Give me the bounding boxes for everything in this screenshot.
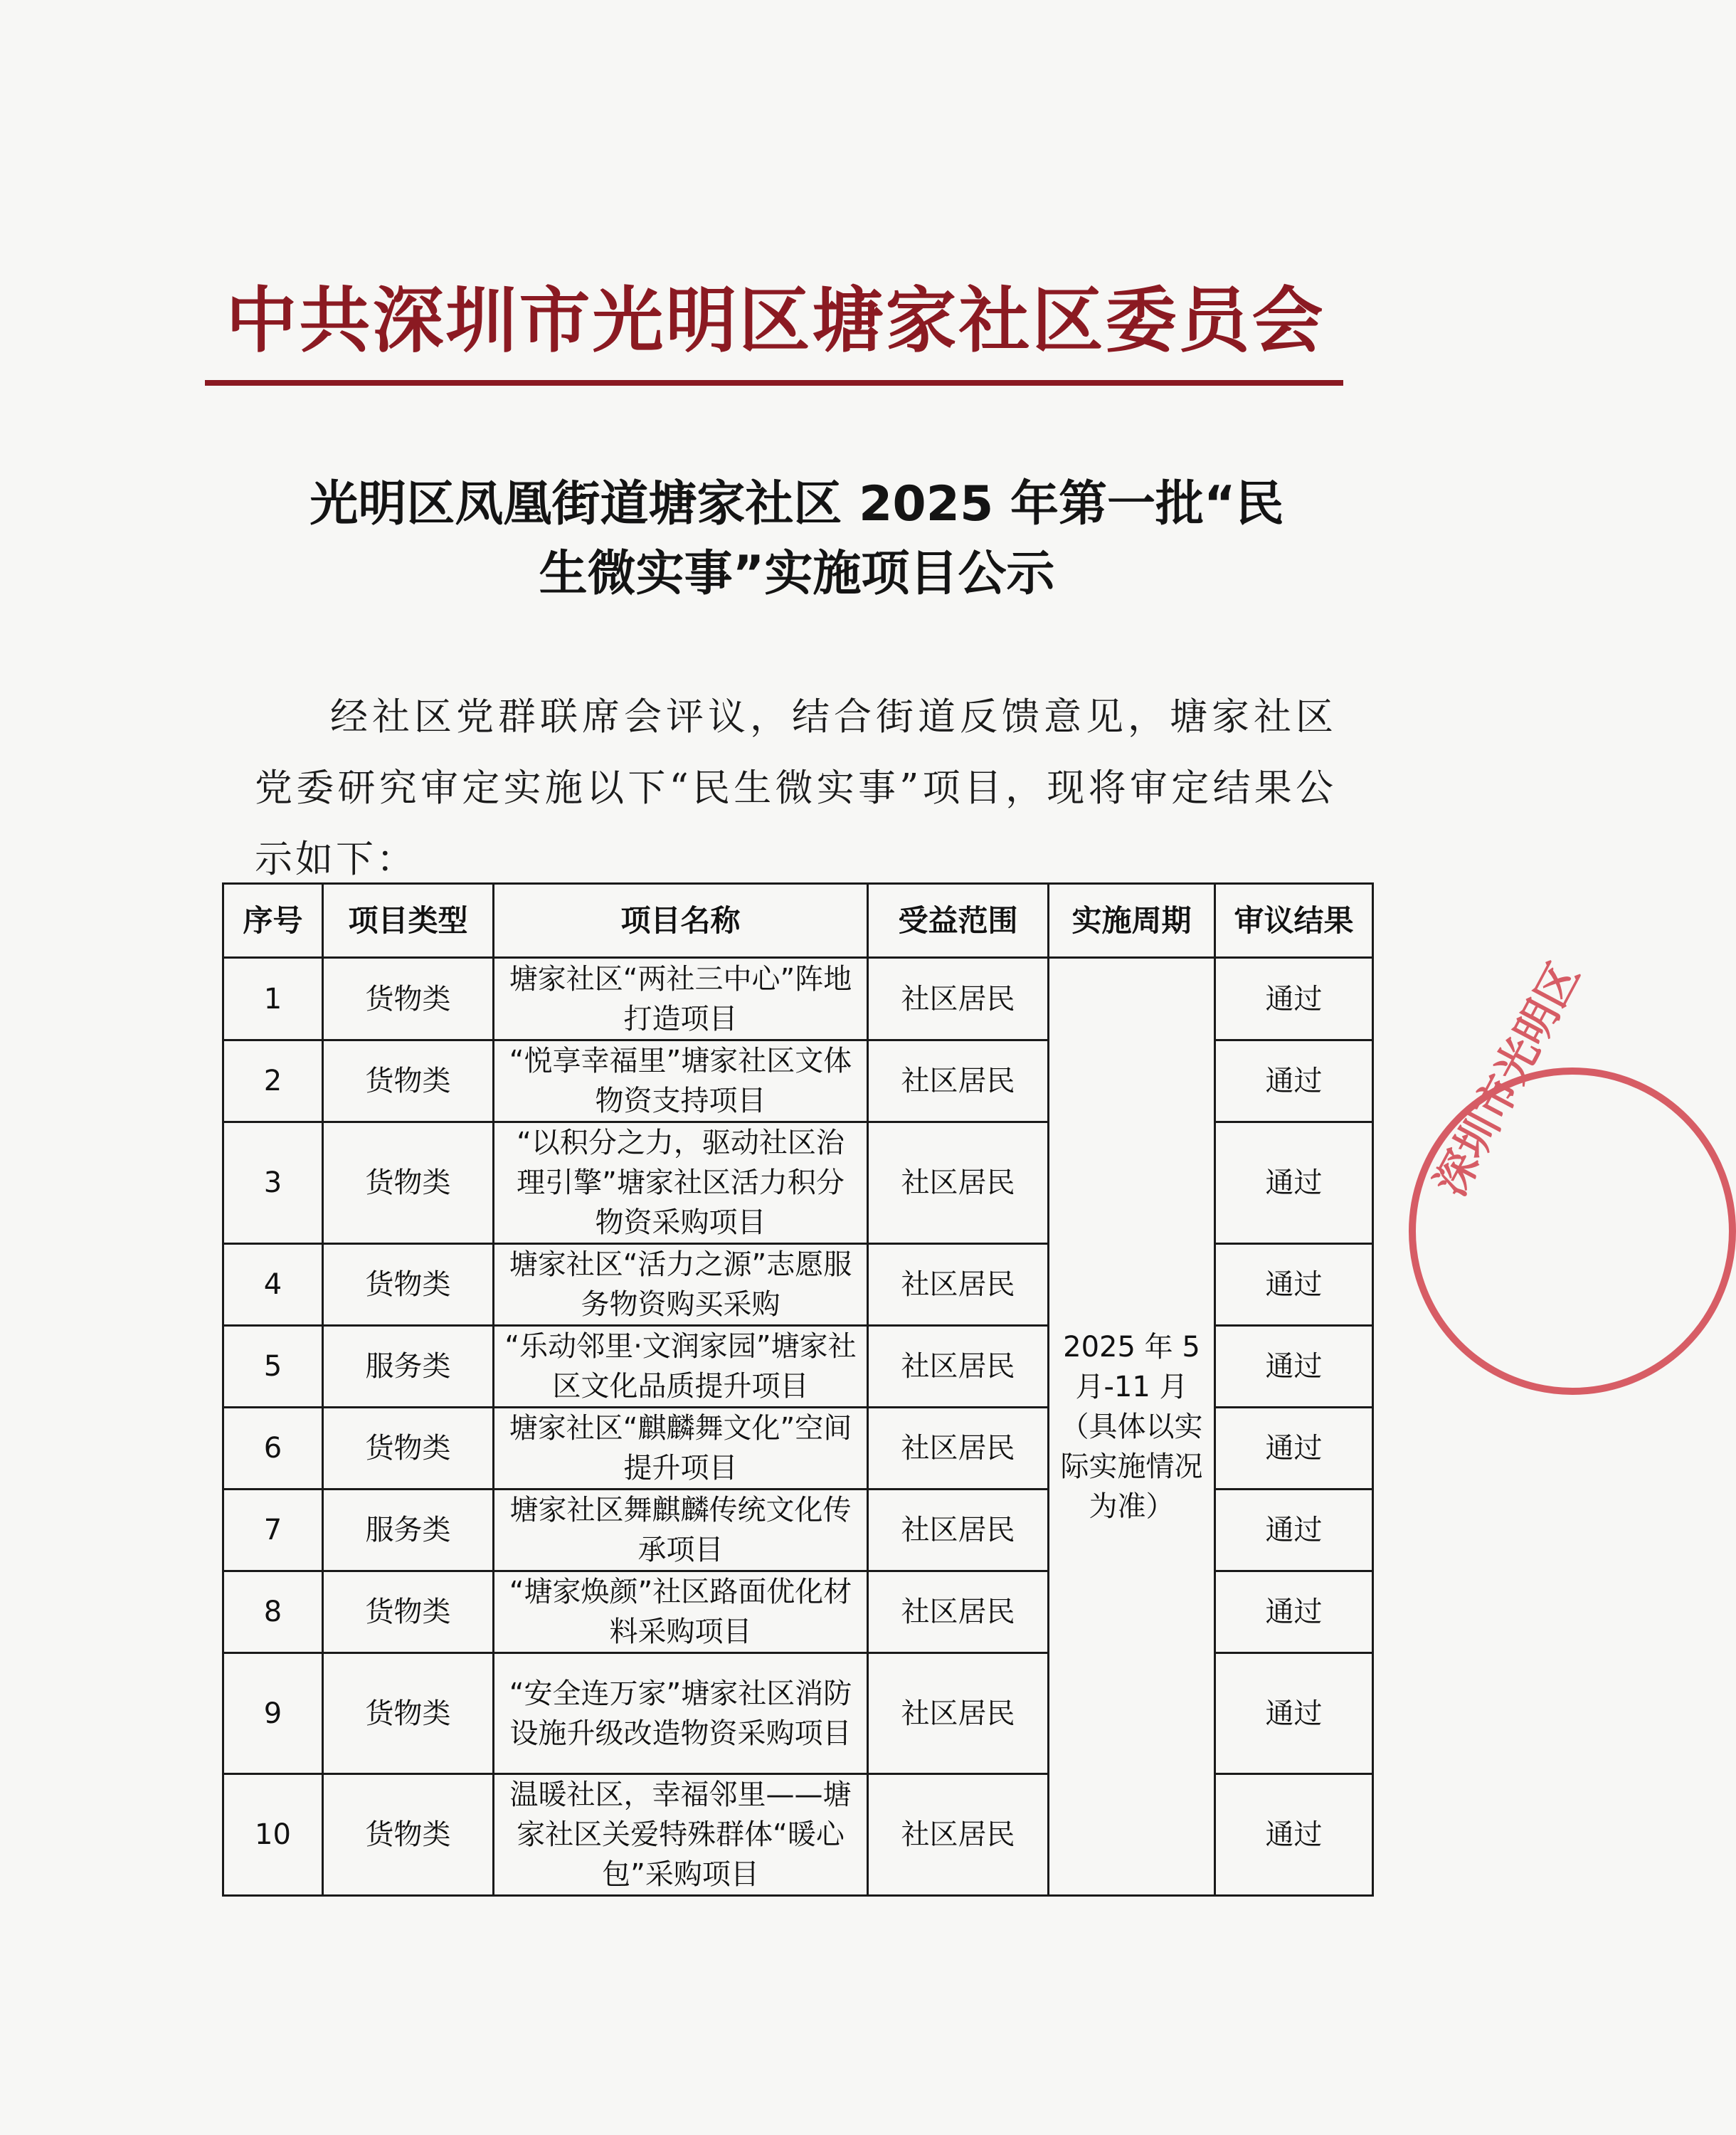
project-type: 货物类 bbox=[323, 1244, 494, 1326]
project-type: 货物类 bbox=[323, 1571, 494, 1653]
project-name: “以积分之力，驱动社区治理引擎”塘家社区活力积分物资采购项目 bbox=[494, 1122, 868, 1244]
intro-paragraph bbox=[255, 682, 1336, 895]
projects-table bbox=[222, 882, 1374, 1897]
row-number: 4 bbox=[223, 1244, 323, 1326]
project-type: 货物类 bbox=[323, 958, 494, 1040]
project-type: 货物类 bbox=[323, 1040, 494, 1122]
project-name: “塘家焕颜”社区路面优化材料采购项目 bbox=[494, 1571, 868, 1653]
review-result: 通过 bbox=[1215, 1774, 1373, 1896]
column-header-result: 审议结果 bbox=[1215, 884, 1373, 958]
beneficiary-scope: 社区居民 bbox=[868, 1122, 1049, 1244]
column-header-name: 项目名称 bbox=[494, 884, 868, 958]
column-header-scope: 受益范围 bbox=[868, 884, 1049, 958]
row-number: 7 bbox=[223, 1490, 323, 1571]
beneficiary-scope: 社区居民 bbox=[868, 1040, 1049, 1122]
project-type: 服务类 bbox=[323, 1326, 494, 1408]
review-result: 通过 bbox=[1215, 1122, 1373, 1244]
seal-text: 深圳市光明区 bbox=[1425, 954, 1590, 1204]
column-header-period: 实施周期 bbox=[1049, 884, 1215, 958]
row-number: 9 bbox=[223, 1653, 323, 1774]
document-title-line2: 生微实事”实施项目公示 bbox=[539, 546, 1055, 602]
organization-header: 中共深圳市光明区塘家社区委员会 bbox=[226, 279, 1325, 362]
review-result: 通过 bbox=[1215, 1040, 1373, 1122]
project-name: 塘家社区“活力之源”志愿服务物资购买采购 bbox=[494, 1244, 868, 1326]
beneficiary-scope: 社区居民 bbox=[868, 1244, 1049, 1326]
review-result: 通过 bbox=[1215, 1490, 1373, 1571]
project-type: 货物类 bbox=[323, 1122, 494, 1244]
project-type: 货物类 bbox=[323, 1408, 494, 1490]
review-result: 通过 bbox=[1215, 1408, 1373, 1490]
project-type: 货物类 bbox=[323, 1653, 494, 1774]
project-name: 温暖社区，幸福邻里——塘家社区关爱特殊群体“暖心包”采购项目 bbox=[494, 1774, 868, 1896]
beneficiary-scope: 社区居民 bbox=[868, 1774, 1049, 1896]
document-title bbox=[242, 470, 1352, 609]
table-row bbox=[223, 958, 1373, 1040]
review-result: 通过 bbox=[1215, 1326, 1373, 1408]
implementation-period: 2025 年 5 月-11 月（具体以实际实施情况为准） bbox=[1049, 958, 1215, 1896]
project-type: 货物类 bbox=[323, 1774, 494, 1896]
review-result: 通过 bbox=[1215, 958, 1373, 1040]
beneficiary-scope: 社区居民 bbox=[868, 958, 1049, 1040]
document-title-line1: 光明区凤凰街道塘家社区 2025 年第一批“民 bbox=[309, 476, 1284, 532]
row-number: 3 bbox=[223, 1122, 323, 1244]
row-number: 8 bbox=[223, 1571, 323, 1653]
project-name: “悦享幸福里”塘家社区文体物资支持项目 bbox=[494, 1040, 868, 1122]
review-result: 通过 bbox=[1215, 1571, 1373, 1653]
review-result: 通过 bbox=[1215, 1653, 1373, 1774]
header-divider bbox=[205, 380, 1343, 386]
project-name: 塘家社区舞麒麟传统文化传承项目 bbox=[494, 1490, 868, 1571]
column-header-type: 项目类型 bbox=[323, 884, 494, 958]
row-number: 5 bbox=[223, 1326, 323, 1408]
row-number: 10 bbox=[223, 1774, 323, 1896]
column-header-no: 序号 bbox=[223, 884, 323, 958]
beneficiary-scope: 社区居民 bbox=[868, 1408, 1049, 1490]
review-result: 通过 bbox=[1215, 1244, 1373, 1326]
row-number: 1 bbox=[223, 958, 323, 1040]
table-header-row bbox=[223, 884, 1373, 958]
project-type: 服务类 bbox=[323, 1490, 494, 1571]
beneficiary-scope: 社区居民 bbox=[868, 1653, 1049, 1774]
official-seal bbox=[1409, 954, 1736, 1395]
beneficiary-scope: 社区居民 bbox=[868, 1571, 1049, 1653]
project-name: “安全连万家”塘家社区消防设施升级改造物资采购项目 bbox=[494, 1653, 868, 1774]
project-name: 塘家社区“麒麟舞文化”空间提升项目 bbox=[494, 1408, 868, 1490]
row-number: 6 bbox=[223, 1408, 323, 1490]
project-name: “乐动邻里·文润家园”塘家社区文化品质提升项目 bbox=[494, 1326, 868, 1408]
intro-text: 经社区党群联席会评议，结合街道反馈意见，塘家社区党委研究审定实施以下“民生微实事”项目，现将审定结果公示如下： bbox=[255, 695, 1336, 881]
row-number: 2 bbox=[223, 1040, 323, 1122]
beneficiary-scope: 社区居民 bbox=[868, 1490, 1049, 1571]
project-name: 塘家社区“两社三中心”阵地打造项目 bbox=[494, 958, 868, 1040]
beneficiary-scope: 社区居民 bbox=[868, 1326, 1049, 1408]
